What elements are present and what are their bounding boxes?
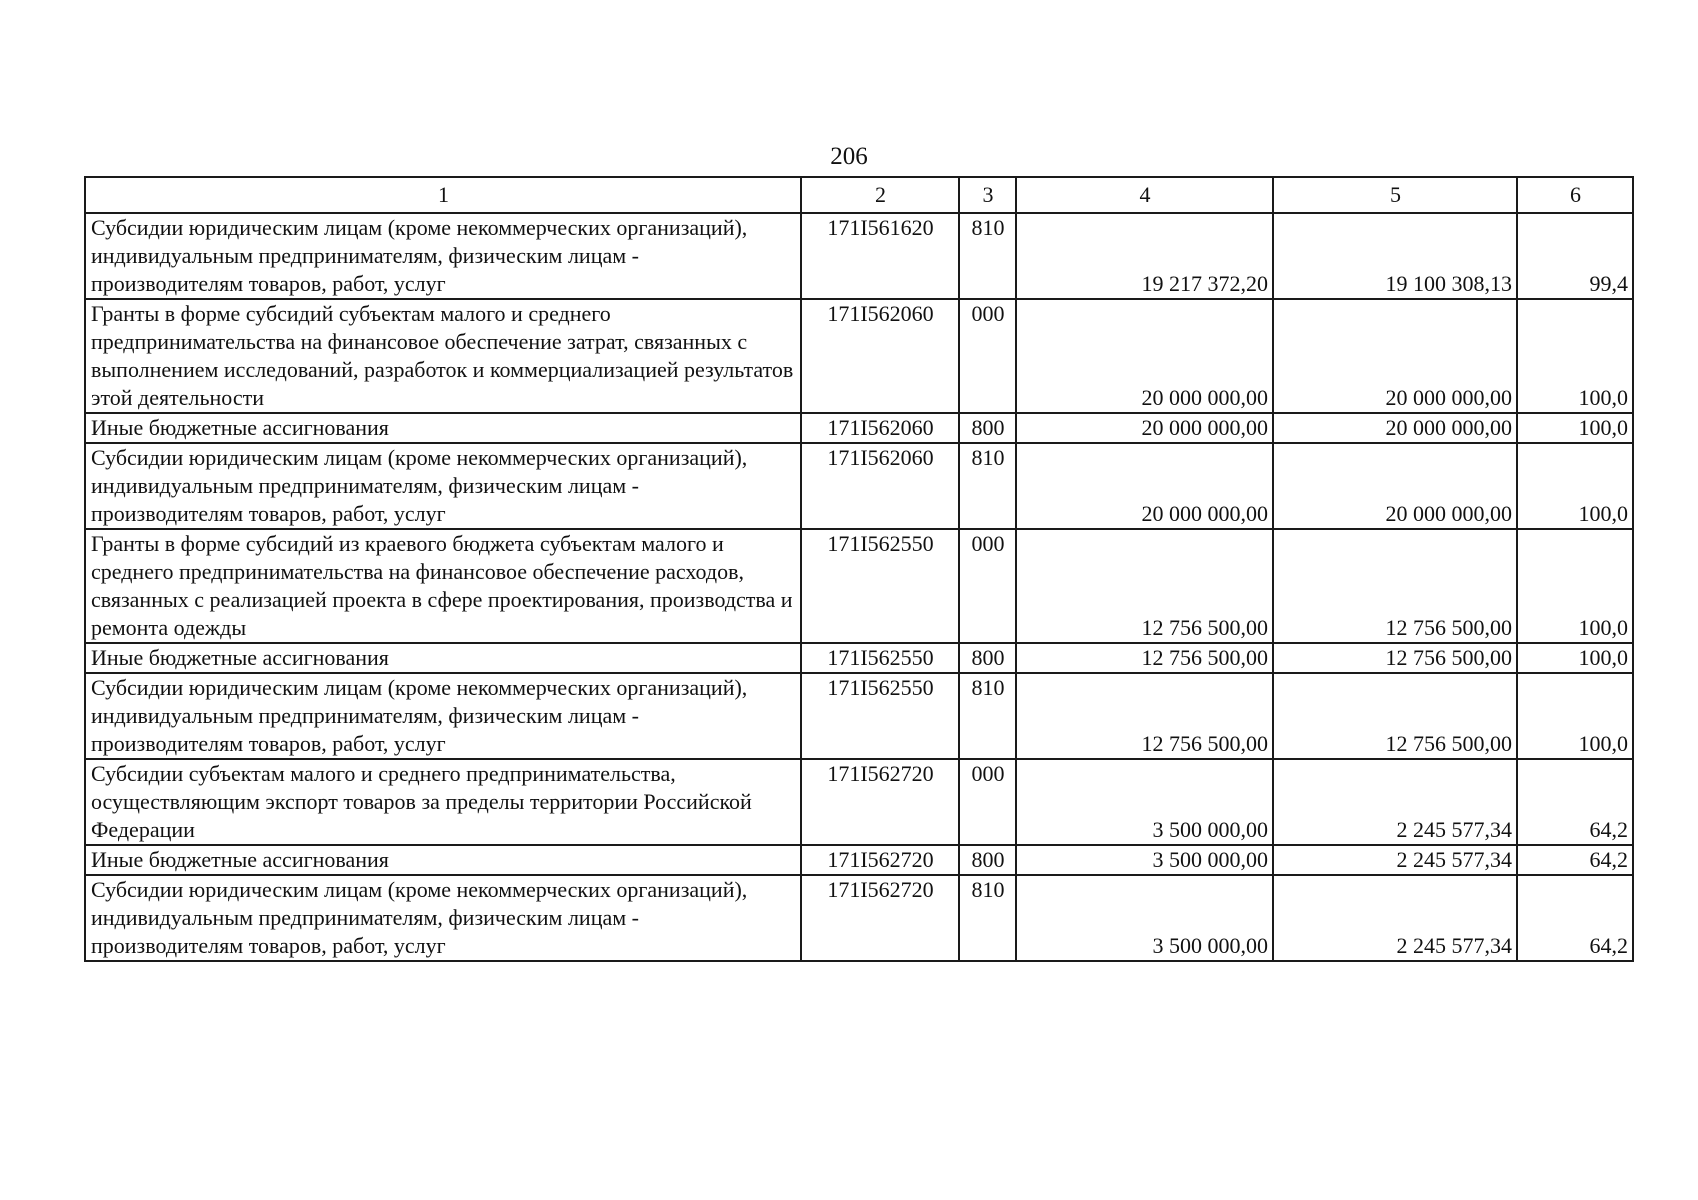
cell-type: 810 <box>959 875 1016 961</box>
cell-name: Иные бюджетные ассигнования <box>85 413 801 443</box>
cell-executed: 19 100 308,13 <box>1273 213 1517 299</box>
budget-table <box>84 176 1634 962</box>
cell-name: Гранты в форме субсидий субъектам малого и среднего предпринимательства на финансовое обеспечение затрат, связанных с выполнением исследований, разработок и коммерциализацией результатов этой деятельности <box>85 299 801 413</box>
cell-executed: 20 000 000,00 <box>1273 443 1517 529</box>
cell-code: 171I562720 <box>801 759 959 845</box>
table-row <box>85 875 1633 961</box>
cell-code: 171I562550 <box>801 643 959 673</box>
cell-name: Субсидии юридическим лицам (кроме некоммерческих организаций), индивидуальным предпринимателям, физическим лицам - производителям товаров, работ, услуг <box>85 875 801 961</box>
table-row <box>85 759 1633 845</box>
cell-planned: 3 500 000,00 <box>1016 845 1273 875</box>
cell-planned: 20 000 000,00 <box>1016 299 1273 413</box>
header-cell: 6 <box>1517 177 1633 213</box>
cell-code: 171I562550 <box>801 673 959 759</box>
cell-planned: 3 500 000,00 <box>1016 759 1273 845</box>
cell-executed: 20 000 000,00 <box>1273 413 1517 443</box>
cell-type: 810 <box>959 443 1016 529</box>
header-cell: 4 <box>1016 177 1273 213</box>
cell-percent: 100,0 <box>1517 299 1633 413</box>
cell-executed: 12 756 500,00 <box>1273 529 1517 643</box>
cell-planned: 3 500 000,00 <box>1016 875 1273 961</box>
cell-executed: 12 756 500,00 <box>1273 643 1517 673</box>
table-header-row <box>85 177 1633 213</box>
header-cell: 1 <box>85 177 801 213</box>
cell-percent: 64,2 <box>1517 875 1633 961</box>
cell-code: 171I562720 <box>801 845 959 875</box>
cell-planned: 12 756 500,00 <box>1016 643 1273 673</box>
cell-name: Иные бюджетные ассигнования <box>85 845 801 875</box>
cell-code: 171I562060 <box>801 413 959 443</box>
cell-executed: 2 245 577,34 <box>1273 845 1517 875</box>
cell-type: 800 <box>959 413 1016 443</box>
cell-executed: 2 245 577,34 <box>1273 759 1517 845</box>
cell-percent: 100,0 <box>1517 643 1633 673</box>
cell-code: 171I561620 <box>801 213 959 299</box>
cell-planned: 12 756 500,00 <box>1016 529 1273 643</box>
cell-type: 810 <box>959 213 1016 299</box>
table-row <box>85 443 1633 529</box>
cell-planned: 20 000 000,00 <box>1016 443 1273 529</box>
table-row <box>85 413 1633 443</box>
cell-type: 000 <box>959 759 1016 845</box>
header-cell: 3 <box>959 177 1016 213</box>
cell-code: 171I562060 <box>801 443 959 529</box>
cell-code: 171I562720 <box>801 875 959 961</box>
cell-name: Субсидии юридическим лицам (кроме некоммерческих организаций), индивидуальным предпринимателям, физическим лицам - производителям товаров, работ, услуг <box>85 443 801 529</box>
cell-percent: 100,0 <box>1517 673 1633 759</box>
table-row <box>85 643 1633 673</box>
cell-type: 000 <box>959 299 1016 413</box>
cell-name: Иные бюджетные ассигнования <box>85 643 801 673</box>
page-number: 206 <box>830 143 868 170</box>
cell-name: Субсидии юридическим лицам (кроме некоммерческих организаций), индивидуальным предпринимателям, физическим лицам - производителям товаров, работ, услуг <box>85 213 801 299</box>
cell-planned: 20 000 000,00 <box>1016 413 1273 443</box>
cell-percent: 99,4 <box>1517 213 1633 299</box>
cell-name: Гранты в форме субсидий из краевого бюджета субъектам малого и среднего предпринимательства на финансовое обеспечение расходов, связанных с реализацией проекта в сфере проектирования, производства и ремонта одежды <box>85 529 801 643</box>
cell-code: 171I562060 <box>801 299 959 413</box>
table-row <box>85 529 1633 643</box>
cell-percent: 100,0 <box>1517 529 1633 643</box>
cell-code: 171I562550 <box>801 529 959 643</box>
cell-executed: 20 000 000,00 <box>1273 299 1517 413</box>
cell-type: 800 <box>959 845 1016 875</box>
cell-percent: 100,0 <box>1517 443 1633 529</box>
cell-planned: 12 756 500,00 <box>1016 673 1273 759</box>
cell-type: 000 <box>959 529 1016 643</box>
table-row <box>85 845 1633 875</box>
cell-executed: 12 756 500,00 <box>1273 673 1517 759</box>
table-row <box>85 299 1633 413</box>
cell-name: Субсидии субъектам малого и среднего предпринимательства, осуществляющим экспорт товаров за пределы территории Российской Федерации <box>85 759 801 845</box>
cell-percent: 64,2 <box>1517 759 1633 845</box>
header-cell: 2 <box>801 177 959 213</box>
cell-percent: 64,2 <box>1517 845 1633 875</box>
table-row <box>85 673 1633 759</box>
cell-percent: 100,0 <box>1517 413 1633 443</box>
cell-type: 810 <box>959 673 1016 759</box>
header-cell: 5 <box>1273 177 1517 213</box>
cell-name: Субсидии юридическим лицам (кроме некоммерческих организаций), индивидуальным предпринимателям, физическим лицам - производителям товаров, работ, услуг <box>85 673 801 759</box>
cell-planned: 19 217 372,20 <box>1016 213 1273 299</box>
cell-executed: 2 245 577,34 <box>1273 875 1517 961</box>
cell-type: 800 <box>959 643 1016 673</box>
table-row <box>85 213 1633 299</box>
